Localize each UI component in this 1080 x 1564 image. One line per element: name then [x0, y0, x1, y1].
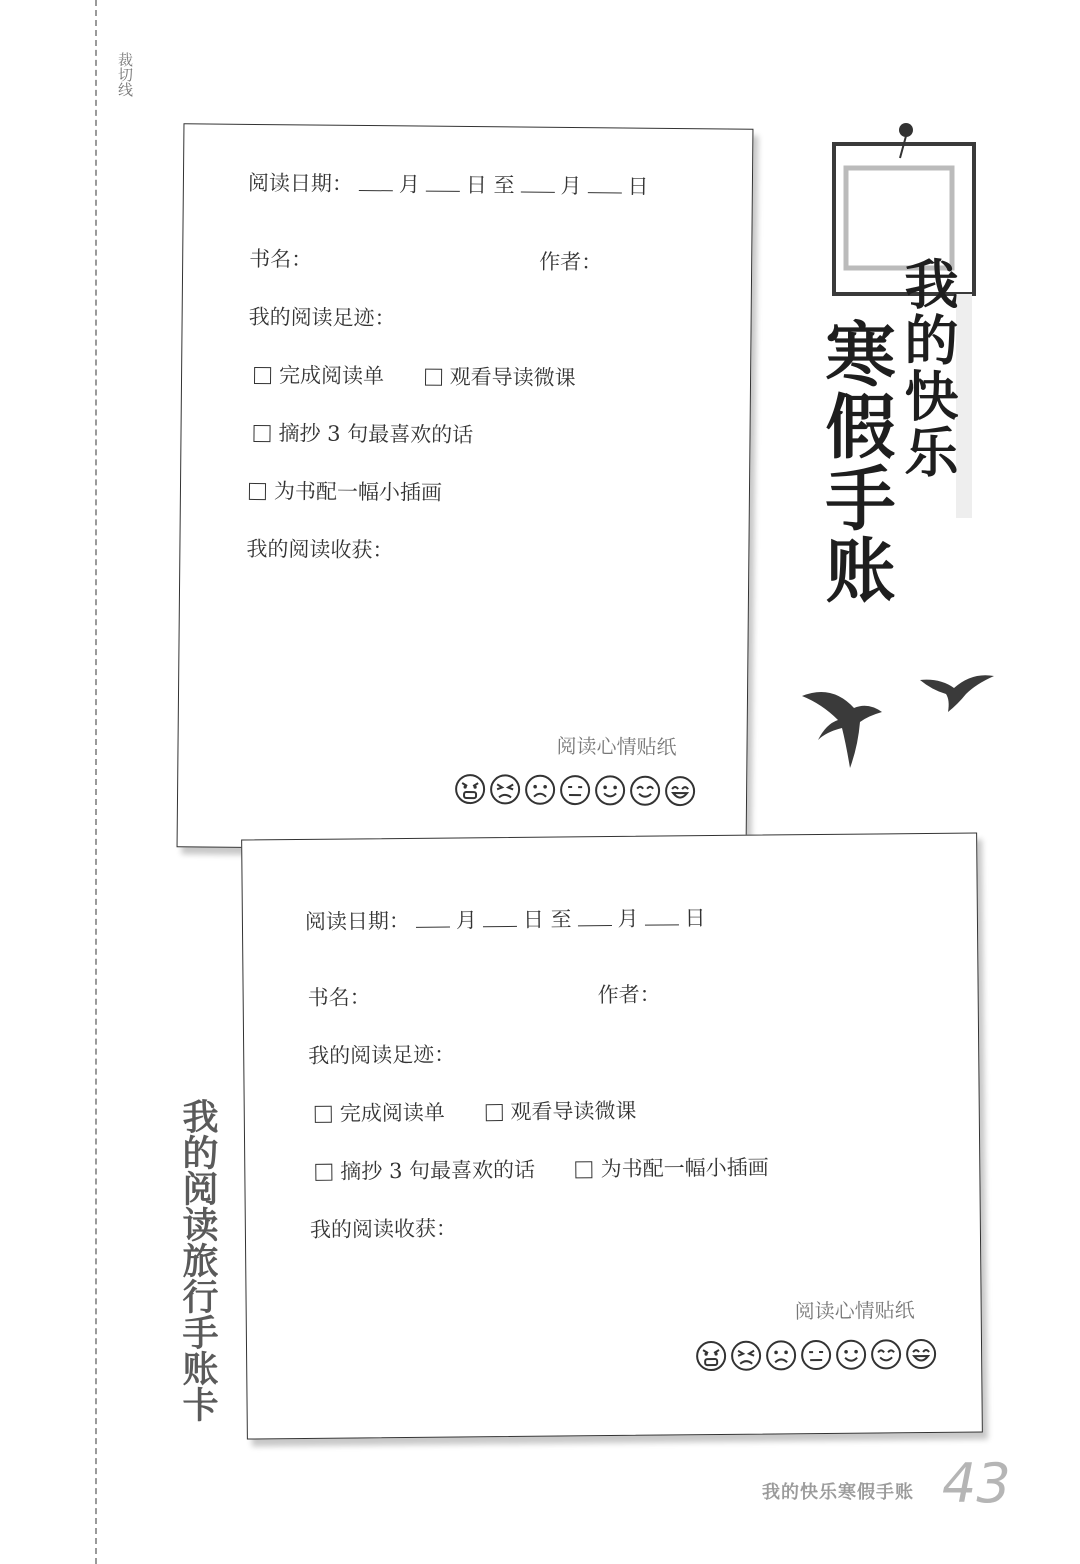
month-label: 月 [455, 908, 478, 933]
month-label: 月 [617, 906, 639, 931]
angry-face-icon[interactable] [454, 773, 486, 805]
start-month-field[interactable] [416, 911, 450, 928]
cut-line [95, 0, 97, 1564]
reading-card-2 [241, 832, 983, 1439]
reading-date-row [305, 904, 706, 936]
end-day-field[interactable] [588, 176, 622, 193]
checklist-item[interactable]: 观看导读微课 [485, 1097, 636, 1126]
angry-face-icon[interactable] [695, 1340, 727, 1372]
month-label: 月 [560, 173, 582, 199]
end-month-field[interactable] [521, 176, 555, 193]
sad-face-icon[interactable] [524, 774, 556, 806]
day-label: 日 [522, 907, 545, 932]
start-day-field[interactable] [483, 910, 517, 927]
start-day-field[interactable] [426, 175, 460, 192]
checklist-row [315, 1097, 637, 1128]
date-label: 阅读日期： [304, 908, 411, 934]
author-label: 作者： [597, 982, 661, 1008]
happy-face-icon[interactable] [629, 775, 661, 807]
checkbox-icon[interactable] [315, 1164, 332, 1181]
checklist-item[interactable]: 摘抄 3 句最喜欢的话 [253, 419, 473, 449]
date-label: 阅读日期： [247, 170, 354, 196]
checkbox-icon[interactable] [485, 1104, 502, 1121]
end-day-field[interactable] [645, 908, 679, 925]
month-label: 月 [398, 172, 421, 197]
grin-face-icon[interactable] [905, 1338, 937, 1370]
cut-line-label: 裁切线 [116, 52, 134, 97]
smile-face-icon[interactable] [835, 1339, 867, 1371]
mood-faces [695, 1338, 937, 1372]
checkbox-icon[interactable] [254, 367, 271, 384]
bird-icon [918, 670, 998, 716]
happy-face-icon[interactable] [870, 1338, 902, 1370]
checklist-row [249, 477, 442, 507]
day-label: 日 [684, 906, 706, 931]
book-name-label: 书名： [307, 985, 371, 1010]
footprint-label: 我的阅读足迹： [308, 1042, 456, 1068]
reading-date-row [248, 169, 649, 201]
to-label: 至 [550, 907, 572, 932]
day-label: 日 [627, 174, 649, 199]
harvest-label: 我的阅读收获： [246, 536, 394, 563]
neutral-face-icon[interactable] [559, 774, 591, 806]
checklist-item[interactable]: 为书配一幅小插画 [576, 1153, 769, 1183]
squint-face-icon[interactable] [730, 1340, 762, 1372]
squint-face-icon[interactable] [489, 773, 521, 805]
header-title-line2: 寒假手账 [814, 318, 896, 606]
reading-card-1 [177, 123, 754, 852]
header-title-line1: 我的快乐 [896, 256, 959, 480]
end-month-field[interactable] [578, 909, 612, 926]
bird-icon [798, 682, 890, 774]
footer-book-title: 我的快乐寒假手账 [762, 1482, 914, 1503]
checkbox-icon[interactable] [576, 1161, 593, 1178]
checklist-item[interactable]: 观看导读微课 [425, 363, 576, 392]
mood-faces [454, 773, 696, 807]
checklist-row [254, 361, 576, 392]
start-month-field[interactable] [359, 174, 393, 191]
book-name-label: 书名： [249, 246, 313, 272]
day-label: 日 [465, 172, 488, 198]
neutral-face-icon[interactable] [800, 1339, 832, 1371]
checklist-row [253, 419, 473, 449]
to-label: 至 [493, 173, 515, 198]
checklist-row [315, 1153, 769, 1185]
harvest-label: 我的阅读收获： [309, 1216, 457, 1242]
footprint-label: 我的阅读足迹： [248, 304, 396, 331]
page-number: 43 [942, 1452, 1011, 1515]
mood-sticker-label: 阅读心情贴纸 [794, 1298, 915, 1324]
checkbox-icon[interactable] [315, 1106, 332, 1123]
checklist-item[interactable]: 完成阅读单 [254, 361, 384, 390]
smile-face-icon[interactable] [594, 774, 626, 806]
author-label: 作者： [539, 249, 603, 275]
checklist-item[interactable]: 摘抄 3 句最喜欢的话 [315, 1156, 535, 1186]
sad-face-icon[interactable] [765, 1339, 797, 1371]
checklist-item[interactable]: 为书配一幅小插画 [249, 477, 442, 507]
checkbox-icon[interactable] [253, 425, 270, 442]
checkbox-icon[interactable] [425, 369, 442, 386]
mood-sticker-label: 阅读心情贴纸 [556, 733, 677, 760]
checkbox-icon[interactable] [249, 483, 266, 500]
side-title: 我的阅读旅行手账卡 [177, 1098, 218, 1422]
checklist-item[interactable]: 完成阅读单 [315, 1099, 445, 1128]
grin-face-icon[interactable] [664, 775, 696, 807]
